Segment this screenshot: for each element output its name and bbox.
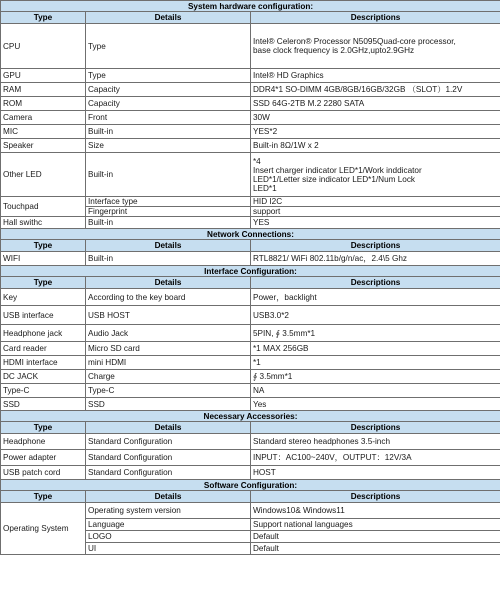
description-cell: INPUT：AC100~240V，OUTPUT：12V/3A xyxy=(251,450,500,466)
details-cell: Capacity xyxy=(86,97,251,111)
type-cell-gpu: GPU xyxy=(1,69,86,83)
description-cell: *4 Insert charger indicator LED*1/Work inddicator LED*1/Letter size indicator LED*1/Num Lock LED*1 xyxy=(251,153,500,197)
section-title-row xyxy=(1,480,500,491)
section-title-row xyxy=(1,411,500,422)
details-cell: Built-in xyxy=(86,217,251,229)
section-title-row xyxy=(1,229,500,240)
description-cell: Support national languages xyxy=(251,519,500,531)
table-row xyxy=(1,384,500,398)
column-header-descriptions: Descriptions xyxy=(251,422,500,434)
column-header-type: Type xyxy=(1,491,86,503)
column-header-type: Type xyxy=(1,422,86,434)
column-header-descriptions: Descriptions xyxy=(251,12,500,24)
type-cell-usb-patch-cord: USB patch cord xyxy=(1,466,86,480)
type-cell-touchpad: Touchpad xyxy=(1,197,86,217)
description-cell: Power，backlight xyxy=(251,289,500,306)
table-row xyxy=(1,197,500,207)
description-cell: RTL8821/ WiFi 802.11b/g/n/ac，2.4\5 Ghz xyxy=(251,252,500,266)
table-row xyxy=(1,398,500,411)
table-row xyxy=(1,83,500,97)
description-cell: HID I2C xyxy=(251,197,500,207)
type-cell-headphone: Headphone xyxy=(1,434,86,450)
column-header-row xyxy=(1,240,500,252)
type-cell-dc-jack: DC JACK xyxy=(1,370,86,384)
column-header-details: Details xyxy=(86,12,251,24)
type-cell-headphone-jack: Headphone jack xyxy=(1,325,86,342)
column-header-details: Details xyxy=(86,422,251,434)
column-header-row xyxy=(1,491,500,503)
type-cell-speaker: Speaker xyxy=(1,139,86,153)
type-cell-power-adapter: Power adapter xyxy=(1,450,86,466)
table-row xyxy=(1,450,500,466)
type-cell-ram: RAM xyxy=(1,83,86,97)
description-cell: Default xyxy=(251,531,500,543)
details-cell: Micro SD card xyxy=(86,342,251,356)
details-cell: Type xyxy=(86,24,251,69)
table-row xyxy=(1,97,500,111)
details-cell: SSD xyxy=(86,398,251,411)
details-cell: Built-in xyxy=(86,125,251,139)
details-cell: Fingerprint xyxy=(86,207,251,217)
description-cell: Intel® HD Graphics xyxy=(251,69,500,83)
description-cell: Built-in 8Ω/1W x 2 xyxy=(251,139,500,153)
table-row xyxy=(1,306,500,325)
column-header-type: Type xyxy=(1,240,86,252)
details-cell: Standard Configuration xyxy=(86,466,251,480)
description-cell: Default xyxy=(251,543,500,555)
details-cell: Built-in xyxy=(86,153,251,197)
type-cell-key: Key xyxy=(1,289,86,306)
description-cell: YES xyxy=(251,217,500,229)
section-title: Interface Configuration: xyxy=(1,266,500,277)
section-title: System hardware configuration: xyxy=(1,1,500,12)
table-row xyxy=(1,356,500,370)
description-cell: *1 MAX 256GB xyxy=(251,342,500,356)
details-cell: According to the key board xyxy=(86,289,251,306)
column-header-row xyxy=(1,422,500,434)
description-cell: *1 xyxy=(251,356,500,370)
type-cell-rom: ROM xyxy=(1,97,86,111)
details-cell: Interface type xyxy=(86,197,251,207)
description-cell: NA xyxy=(251,384,500,398)
table-row xyxy=(1,342,500,356)
type-cell-camera: Camera xyxy=(1,111,86,125)
details-cell: Front xyxy=(86,111,251,125)
description-cell: 5PIN, ∮ 3.5mm*1 xyxy=(251,325,500,342)
description-cell: support xyxy=(251,207,500,217)
details-cell: UI xyxy=(86,543,251,555)
section-title: Network Connections: xyxy=(1,229,500,240)
type-cell-ssd: SSD xyxy=(1,398,86,411)
table-row xyxy=(1,217,500,229)
details-cell: Type xyxy=(86,69,251,83)
details-cell: Size xyxy=(86,139,251,153)
section-title-row xyxy=(1,266,500,277)
description-cell: SSD 64G-2TB M.2 2280 SATA xyxy=(251,97,500,111)
column-header-details: Details xyxy=(86,240,251,252)
section-title: Necessary Accessories: xyxy=(1,411,500,422)
table-row xyxy=(1,139,500,153)
column-header-details: Details xyxy=(86,277,251,289)
type-cell-cpu: CPU xyxy=(1,24,86,69)
type-cell-type-c: Type-C xyxy=(1,384,86,398)
description-cell: Intel® Celeron® Processor N5095Quad-core processor, base clock frequency is 2.0GHz,upto2.9GHz xyxy=(251,24,500,69)
table-row xyxy=(1,24,500,69)
column-header-type: Type xyxy=(1,12,86,24)
table-row xyxy=(1,466,500,480)
type-cell-hdmi-interface: HDMI interface xyxy=(1,356,86,370)
table-row xyxy=(1,153,500,197)
type-cell-usb-interface: USB interface xyxy=(1,306,86,325)
description-cell: YES*2 xyxy=(251,125,500,139)
description-cell: DDR4*1 SO-DIMM 4GB/8GB/16GB/32GB （SLOT）1.2V xyxy=(251,83,500,97)
column-header-row xyxy=(1,12,500,24)
table-row xyxy=(1,289,500,306)
column-header-descriptions: Descriptions xyxy=(251,277,500,289)
details-cell: LOGO xyxy=(86,531,251,543)
table-row xyxy=(1,434,500,450)
table-row xyxy=(1,111,500,125)
column-header-descriptions: Descriptions xyxy=(251,491,500,503)
description-cell: ∮ 3.5mm*1 xyxy=(251,370,500,384)
details-cell: USB HOST xyxy=(86,306,251,325)
description-cell: 30W xyxy=(251,111,500,125)
details-cell: Standard Configuration xyxy=(86,434,251,450)
details-cell: Audio Jack xyxy=(86,325,251,342)
table-row xyxy=(1,125,500,139)
table-row xyxy=(1,370,500,384)
details-cell: mini HDMI xyxy=(86,356,251,370)
table-row xyxy=(1,325,500,342)
description-cell: HOST xyxy=(251,466,500,480)
details-cell: Operating system version xyxy=(86,503,251,519)
table-row xyxy=(1,503,500,519)
column-header-type: Type xyxy=(1,277,86,289)
details-cell: Built-in xyxy=(86,252,251,266)
description-cell: USB3.0*2 xyxy=(251,306,500,325)
type-cell-mic: MIC xyxy=(1,125,86,139)
type-cell-hall-swithc: Hall swithc xyxy=(1,217,86,229)
type-cell-wifi: WIFI xyxy=(1,252,86,266)
table-row xyxy=(1,252,500,266)
type-cell-other-led: Other LED xyxy=(1,153,86,197)
details-cell: Capacity xyxy=(86,83,251,97)
details-cell: Type-C xyxy=(86,384,251,398)
details-cell: Language xyxy=(86,519,251,531)
description-cell: Yes xyxy=(251,398,500,411)
column-header-details: Details xyxy=(86,491,251,503)
section-title-row xyxy=(1,1,500,12)
details-cell: Charge xyxy=(86,370,251,384)
details-cell: Standard Configuration xyxy=(86,450,251,466)
table-row xyxy=(1,69,500,83)
section-title: Software Configuration: xyxy=(1,480,500,491)
type-cell-operating-system: Operating System xyxy=(1,503,86,555)
description-cell: Windows10& Windows11 xyxy=(251,503,500,519)
description-cell: Standard stereo headphones 3.5-inch xyxy=(251,434,500,450)
column-header-row xyxy=(1,277,500,289)
column-header-descriptions: Descriptions xyxy=(251,240,500,252)
type-cell-card-reader: Card reader xyxy=(1,342,86,356)
